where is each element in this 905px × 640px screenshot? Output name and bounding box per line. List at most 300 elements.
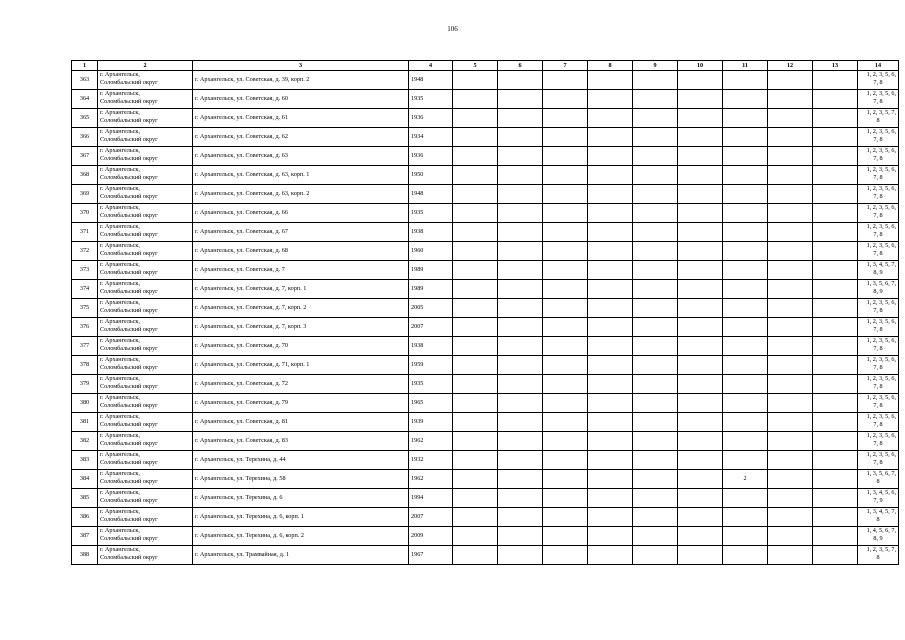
row-number-cell: 373: [72, 261, 98, 280]
row-number-cell: 371: [72, 223, 98, 242]
location-cell: [98, 71, 193, 90]
codes-line-1: 1, 2, 3, 5, 6,: [866, 147, 896, 154]
location-city: г. Архангельск,: [100, 185, 140, 192]
empty-cell: [588, 318, 633, 337]
column-11-cell: [723, 394, 768, 413]
codes-cell: [858, 147, 899, 166]
codes-line-2: 8, 9: [873, 534, 883, 542]
page-number: 106: [447, 25, 458, 33]
empty-cell: [768, 90, 813, 109]
column-header: 4: [409, 61, 453, 71]
codes-cell: [858, 71, 899, 90]
empty-cell: [588, 546, 633, 565]
codes-cell: [858, 489, 899, 508]
empty-cell: [813, 90, 858, 109]
empty-cell: [543, 527, 588, 546]
location-city: г. Архангельск,: [100, 90, 140, 97]
empty-cell: [813, 261, 858, 280]
address-cell: г. Архангельск, ул. Советская, д. 70: [193, 337, 409, 356]
location-cell: [98, 375, 193, 394]
table-row: [72, 375, 899, 394]
location-city: г. Архангельск,: [100, 261, 140, 268]
column-11-cell: [723, 337, 768, 356]
empty-cell: [498, 375, 543, 394]
location-cell: [98, 470, 193, 489]
location-city: г. Архангельск,: [100, 147, 140, 154]
location-district: Соломбальский округ: [100, 116, 158, 124]
table-row: [72, 242, 899, 261]
year-cell: 1989: [409, 261, 453, 280]
row-number-cell: 374: [72, 280, 98, 299]
codes-cell: [858, 527, 899, 546]
table-row: [72, 166, 899, 185]
column-11-cell: [723, 451, 768, 470]
empty-cell: [633, 299, 678, 318]
empty-cell: [813, 318, 858, 337]
address-cell: г. Архангельск, ул. Советская, д. 7: [193, 261, 409, 280]
empty-cell: [588, 489, 633, 508]
table-row: [72, 489, 899, 508]
codes-cell: [858, 299, 899, 318]
location-cell: [98, 166, 193, 185]
empty-cell: [768, 432, 813, 451]
empty-cell: [498, 432, 543, 451]
address-cell: г. Архангельск, ул. Советская, д. 62: [193, 128, 409, 147]
empty-cell: [678, 356, 723, 375]
column-header: 2: [98, 61, 193, 71]
empty-cell: [633, 508, 678, 527]
empty-cell: [633, 375, 678, 394]
table-row: [72, 261, 899, 280]
column-11-cell: [723, 356, 768, 375]
empty-cell: [588, 337, 633, 356]
empty-cell: [498, 299, 543, 318]
location-cell: [98, 299, 193, 318]
column-header: 8: [588, 61, 633, 71]
empty-cell: [453, 527, 498, 546]
empty-cell: [813, 356, 858, 375]
row-number-cell: 376: [72, 318, 98, 337]
empty-cell: [543, 185, 588, 204]
codes-line-1: 1, 2, 3, 5, 7,: [866, 546, 896, 553]
table-row: [72, 527, 899, 546]
empty-cell: [633, 451, 678, 470]
codes-line-1: 1, 2, 3, 5, 6,: [866, 128, 896, 135]
address-cell: г. Архангельск, ул. Советская, д. 67: [193, 223, 409, 242]
year-cell: 2007: [409, 508, 453, 527]
empty-cell: [678, 508, 723, 527]
empty-cell: [678, 166, 723, 185]
table-row: [72, 546, 899, 565]
codes-cell: [858, 337, 899, 356]
address-cell: г. Архангельск, ул. Трамвайная, д. 1: [193, 546, 409, 565]
codes-line-1: 1, 3, 4, 5, 7,: [866, 261, 896, 268]
table-row: [72, 337, 899, 356]
empty-cell: [498, 394, 543, 413]
location-cell: [98, 242, 193, 261]
location-city: г. Архангельск,: [100, 109, 140, 116]
codes-line-2: 7, 8: [873, 154, 883, 162]
codes-line-1: 1, 2, 3, 5, 7,: [866, 109, 896, 116]
empty-cell: [768, 204, 813, 223]
codes-cell: [858, 223, 899, 242]
address-cell: г. Архангельск, ул. Советская, д. 63, корп. 2: [193, 185, 409, 204]
row-number-cell: 380: [72, 394, 98, 413]
row-number-cell: 365: [72, 109, 98, 128]
empty-cell: [453, 166, 498, 185]
location-cell: [98, 128, 193, 147]
row-number-cell: 364: [72, 90, 98, 109]
empty-cell: [678, 223, 723, 242]
empty-cell: [768, 470, 813, 489]
column-11-cell: [723, 128, 768, 147]
codes-cell: [858, 261, 899, 280]
empty-cell: [768, 489, 813, 508]
year-cell: 1938: [409, 223, 453, 242]
empty-cell: [813, 242, 858, 261]
address-cell: г. Архангельск, ул. Советская, д. 63, корп. 1: [193, 166, 409, 185]
row-number-cell: 363: [72, 71, 98, 90]
table-row: [72, 90, 899, 109]
column-11-cell: [723, 204, 768, 223]
empty-cell: [453, 508, 498, 527]
empty-cell: [543, 432, 588, 451]
location-district: Соломбальский округ: [100, 268, 158, 276]
location-cell: [98, 280, 193, 299]
empty-cell: [633, 432, 678, 451]
codes-cell: [858, 280, 899, 299]
codes-line-1: 1, 2, 3, 5, 6,: [866, 223, 896, 230]
location-cell: [98, 546, 193, 565]
empty-cell: [633, 470, 678, 489]
empty-cell: [588, 394, 633, 413]
location-district: Соломбальский округ: [100, 135, 158, 143]
column-header: 3: [193, 61, 409, 71]
codes-line-1: 1, 2, 3, 5, 6,: [866, 299, 896, 306]
empty-cell: [498, 489, 543, 508]
empty-cell: [813, 508, 858, 527]
row-number-cell: 381: [72, 413, 98, 432]
location-city: г. Архангельск,: [100, 451, 140, 458]
empty-cell: [678, 185, 723, 204]
codes-cell: [858, 204, 899, 223]
row-number-cell: 375: [72, 299, 98, 318]
empty-cell: [678, 432, 723, 451]
table-row: [72, 451, 899, 470]
row-number-cell: 382: [72, 432, 98, 451]
address-cell: г. Архангельск, ул. Советская, д. 81: [193, 413, 409, 432]
empty-cell: [543, 489, 588, 508]
row-number-cell: 377: [72, 337, 98, 356]
address-cell: г. Архангельск, ул. Советская, д. 7, корп. 1: [193, 280, 409, 299]
empty-cell: [543, 242, 588, 261]
location-city: г. Архангельск,: [100, 337, 140, 344]
empty-cell: [813, 185, 858, 204]
empty-cell: [633, 90, 678, 109]
location-cell: [98, 185, 193, 204]
year-cell: 1948: [409, 185, 453, 204]
empty-cell: [813, 546, 858, 565]
location-city: г. Архангельск,: [100, 71, 140, 78]
address-cell: г. Архангельск, ул. Терехина, д. 6, корп. 1: [193, 508, 409, 527]
codes-cell: [858, 166, 899, 185]
table-row: [72, 71, 899, 90]
empty-cell: [768, 128, 813, 147]
row-number-cell: 388: [72, 546, 98, 565]
housing-registry-table: [71, 60, 899, 565]
empty-cell: [543, 71, 588, 90]
location-city: г. Архангельск,: [100, 508, 140, 515]
codes-cell: [858, 470, 899, 489]
location-city: г. Архангельск,: [100, 394, 140, 401]
empty-cell: [768, 242, 813, 261]
location-district: Соломбальский округ: [100, 306, 158, 314]
empty-cell: [813, 223, 858, 242]
codes-line-2: 8: [876, 116, 880, 124]
row-number-cell: 368: [72, 166, 98, 185]
empty-cell: [453, 71, 498, 90]
empty-cell: [633, 71, 678, 90]
year-cell: 1959: [409, 356, 453, 375]
empty-cell: [498, 223, 543, 242]
row-number-cell: 378: [72, 356, 98, 375]
empty-cell: [813, 413, 858, 432]
column-header: 5: [453, 61, 498, 71]
year-cell: 1962: [409, 432, 453, 451]
empty-cell: [543, 451, 588, 470]
address-cell: г. Архангельск, ул. Терехина, д. 58: [193, 470, 409, 489]
location-cell: [98, 489, 193, 508]
codes-cell: [858, 318, 899, 337]
location-district: Соломбальский округ: [100, 363, 158, 371]
column-11-cell: [723, 109, 768, 128]
empty-cell: [813, 166, 858, 185]
empty-cell: [543, 261, 588, 280]
column-11-cell: [723, 489, 768, 508]
location-district: Соломбальский округ: [100, 439, 158, 447]
table-row: [72, 299, 899, 318]
empty-cell: [633, 318, 678, 337]
empty-cell: [453, 451, 498, 470]
codes-cell: [858, 242, 899, 261]
empty-cell: [543, 204, 588, 223]
column-header: 10: [678, 61, 723, 71]
year-cell: 1936: [409, 109, 453, 128]
empty-cell: [453, 242, 498, 261]
column-header: 9: [633, 61, 678, 71]
empty-cell: [633, 356, 678, 375]
empty-cell: [678, 147, 723, 166]
empty-cell: [813, 432, 858, 451]
column-header: 7: [543, 61, 588, 71]
empty-cell: [768, 337, 813, 356]
empty-cell: [453, 394, 498, 413]
address-cell: г. Архангельск, ул. Советская, д. 7, корп. 2: [193, 299, 409, 318]
location-cell: [98, 356, 193, 375]
codes-line-2: 7, 8: [873, 192, 883, 200]
year-cell: 1936: [409, 147, 453, 166]
location-district: Соломбальский округ: [100, 97, 158, 105]
empty-cell: [768, 318, 813, 337]
empty-cell: [633, 337, 678, 356]
empty-cell: [678, 109, 723, 128]
location-district: Соломбальский округ: [100, 496, 158, 504]
empty-cell: [813, 337, 858, 356]
empty-cell: [588, 451, 633, 470]
empty-cell: [678, 413, 723, 432]
year-cell: 1934: [409, 128, 453, 147]
empty-cell: [588, 90, 633, 109]
empty-cell: [768, 546, 813, 565]
empty-cell: [633, 413, 678, 432]
codes-cell: [858, 451, 899, 470]
codes-cell: [858, 508, 899, 527]
codes-line-2: 7, 8: [873, 439, 883, 447]
codes-line-1: 1, 2, 3, 5, 6,: [866, 71, 896, 78]
location-district: Соломбальский округ: [100, 477, 158, 485]
codes-line-1: 1, 3, 4, 5, 7,: [866, 508, 896, 515]
table-row: [72, 128, 899, 147]
empty-cell: [813, 109, 858, 128]
location-district: Соломбальский округ: [100, 553, 158, 561]
codes-line-2: 8: [876, 553, 880, 561]
year-cell: 1932: [409, 451, 453, 470]
location-cell: [98, 204, 193, 223]
empty-cell: [543, 413, 588, 432]
year-cell: 2005: [409, 299, 453, 318]
empty-cell: [543, 508, 588, 527]
row-number-cell: 384: [72, 470, 98, 489]
location-city: г. Архангельск,: [100, 223, 140, 230]
location-city: г. Архангельск,: [100, 204, 140, 211]
empty-cell: [588, 261, 633, 280]
location-city: г. Архангельск,: [100, 318, 140, 325]
empty-cell: [813, 128, 858, 147]
empty-cell: [588, 166, 633, 185]
empty-cell: [588, 109, 633, 128]
empty-cell: [543, 337, 588, 356]
column-11-cell: [723, 318, 768, 337]
year-cell: 1994: [409, 489, 453, 508]
empty-cell: [633, 166, 678, 185]
empty-cell: [453, 280, 498, 299]
empty-cell: [498, 242, 543, 261]
codes-line-2: 7, 8: [873, 97, 883, 105]
codes-line-2: 7, 8: [873, 458, 883, 466]
empty-cell: [453, 356, 498, 375]
table-row: [72, 280, 899, 299]
empty-cell: [498, 318, 543, 337]
row-number-cell: 386: [72, 508, 98, 527]
codes-line-1: 1, 2, 3, 5, 6,: [866, 375, 896, 382]
table-row: [72, 508, 899, 527]
empty-cell: [543, 299, 588, 318]
empty-cell: [453, 204, 498, 223]
empty-cell: [633, 242, 678, 261]
year-cell: 1935: [409, 375, 453, 394]
column-11-cell: [723, 147, 768, 166]
row-number-cell: 370: [72, 204, 98, 223]
row-number-cell: 387: [72, 527, 98, 546]
codes-line-2: 7, 8: [873, 173, 883, 181]
empty-cell: [678, 280, 723, 299]
codes-line-1: 1, 4, 5, 6, 7,: [866, 527, 896, 534]
location-city: г. Архангельск,: [100, 166, 140, 173]
table-row: [72, 356, 899, 375]
location-cell: [98, 337, 193, 356]
table-row: [72, 470, 899, 489]
empty-cell: [813, 147, 858, 166]
empty-cell: [498, 147, 543, 166]
location-cell: [98, 90, 193, 109]
column-header: 1: [72, 61, 98, 71]
codes-line-2: 7, 8: [873, 401, 883, 409]
empty-cell: [813, 204, 858, 223]
codes-line-1: 1, 2, 3, 5, 6,: [866, 413, 896, 420]
column-11-cell: [723, 242, 768, 261]
empty-cell: [588, 299, 633, 318]
empty-cell: [543, 166, 588, 185]
empty-cell: [453, 432, 498, 451]
location-city: г. Архангельск,: [100, 527, 140, 534]
codes-line-1: 1, 2, 3, 5, 6,: [866, 318, 896, 325]
codes-line-1: 1, 2, 3, 5, 6,: [866, 356, 896, 363]
empty-cell: [543, 356, 588, 375]
location-city: г. Архангельск,: [100, 299, 140, 306]
address-cell: г. Архангельск, ул. Советская, д. 79: [193, 394, 409, 413]
empty-cell: [498, 451, 543, 470]
codes-line-1: 1, 2, 3, 5, 6,: [866, 432, 896, 439]
year-cell: 1948: [409, 71, 453, 90]
empty-cell: [588, 223, 633, 242]
address-cell: г. Архангельск, ул. Советская, д. 71, корп. 1: [193, 356, 409, 375]
empty-cell: [498, 90, 543, 109]
empty-cell: [588, 508, 633, 527]
location-district: Соломбальский округ: [100, 458, 158, 466]
column-11-cell: [723, 413, 768, 432]
empty-cell: [768, 147, 813, 166]
empty-cell: [498, 185, 543, 204]
empty-cell: [633, 261, 678, 280]
empty-cell: [453, 375, 498, 394]
empty-cell: [678, 375, 723, 394]
empty-cell: [633, 109, 678, 128]
empty-cell: [453, 413, 498, 432]
table-row: [72, 432, 899, 451]
empty-cell: [498, 128, 543, 147]
empty-cell: [588, 527, 633, 546]
empty-cell: [453, 223, 498, 242]
year-cell: 1965: [409, 394, 453, 413]
empty-cell: [588, 470, 633, 489]
year-cell: 1967: [409, 546, 453, 565]
location-district: Соломбальский округ: [100, 192, 158, 200]
year-cell: 1960: [409, 242, 453, 261]
empty-cell: [813, 71, 858, 90]
column-11-cell: 2: [723, 470, 768, 489]
column-11-cell: [723, 508, 768, 527]
empty-cell: [678, 299, 723, 318]
empty-cell: [678, 337, 723, 356]
address-cell: г. Архангельск, ул. Советская, д. 66: [193, 204, 409, 223]
row-number-cell: 372: [72, 242, 98, 261]
location-cell: [98, 413, 193, 432]
empty-cell: [453, 337, 498, 356]
address-cell: г. Архангельск, ул. Советская, д. 83: [193, 432, 409, 451]
empty-cell: [543, 318, 588, 337]
location-cell: [98, 109, 193, 128]
empty-cell: [498, 470, 543, 489]
